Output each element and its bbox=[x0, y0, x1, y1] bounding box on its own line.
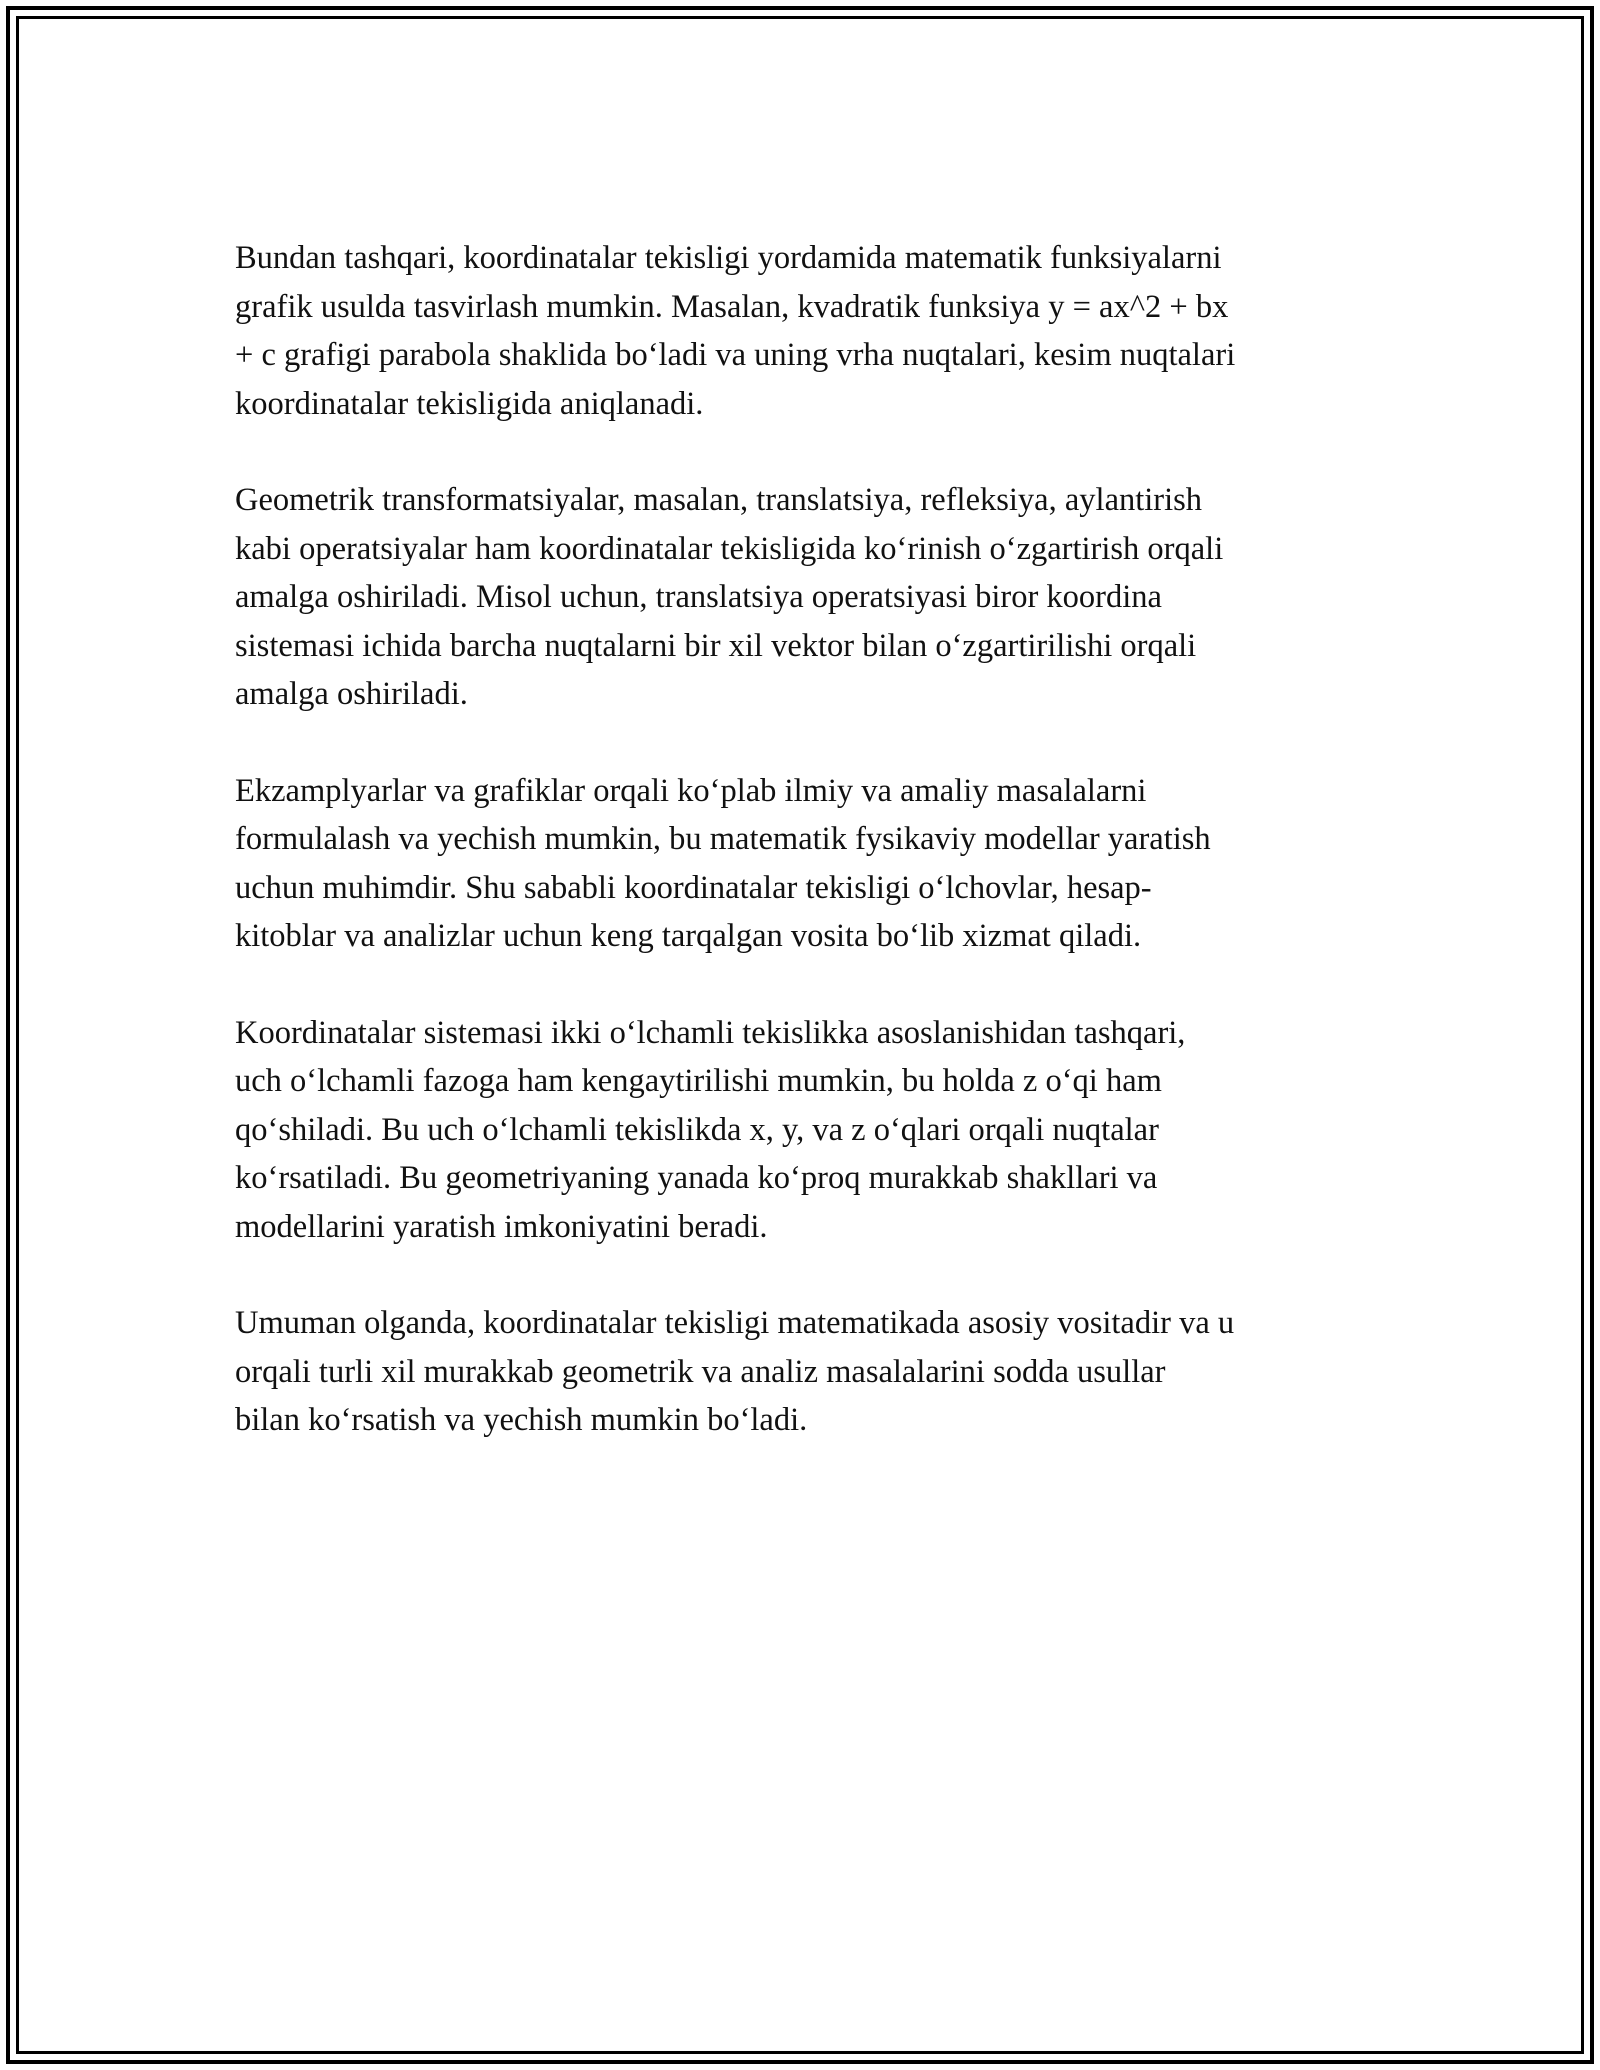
paragraph-1 bbox=[235, 234, 1370, 428]
text-line: koordinatalar tekisligida aniqlanadi. bbox=[235, 385, 704, 422]
paragraph-2 bbox=[235, 476, 1370, 719]
text-line: Ekzamplyarlar va grafiklar orqali ko‘plab ilmiy va amaliy masalalarni bbox=[235, 772, 1147, 809]
document-body bbox=[235, 234, 1370, 1493]
text-line: modellarini yaratish imkoniyatini beradi. bbox=[235, 1208, 768, 1245]
text-line: amalga oshiriladi. bbox=[235, 676, 468, 712]
text-line: Umuman olganda, koordinatalar tekisligi matematikada asosiy vositadir va u bbox=[235, 1305, 1235, 1341]
text-line: uch o‘lchamli fazoga ham kengaytirilishi mumkin, bu holda z o‘qi ham bbox=[235, 1063, 1162, 1099]
text-line: bilan ko‘rsatish va yechish mumkin bo‘ladi. bbox=[235, 1402, 808, 1438]
text-line: grafik usulda tasvirlash mumkin. Masalan, kvadratik funksiya y = ax^2 + bx bbox=[235, 288, 1229, 325]
text-line: qo‘shiladi. Bu uch o‘lchamli tekislikda x, y, va z o‘qlari orqali nuqtalar bbox=[235, 1111, 1159, 1148]
paragraph-5 bbox=[235, 1299, 1370, 1445]
text-line: ko‘rsatiladi. Bu geometriyaning yanada ko‘proq murakkab shakllari va bbox=[235, 1160, 1158, 1196]
text-line: uchun muhimdir. Shu sababli koordinatalar tekisligi o‘lchovlar, hesap- bbox=[235, 869, 1152, 906]
text-line: orqali turli xil murakkab geometrik va analiz masalalarini sodda usullar bbox=[235, 1353, 1166, 1390]
text-line: Koordinatalar sistemasi ikki o‘lchamli tekislikka asoslanishidan tashqari, bbox=[235, 1014, 1186, 1051]
text-line: formulalash va yechish mumkin, bu matematik fysikaviy modellar yaratish bbox=[235, 821, 1211, 857]
text-line: kabi operatsiyalar ham koordinatalar tekisligida ko‘rinish o‘zgartirish orqali bbox=[235, 530, 1224, 567]
text-line: amalga oshiriladi. Misol uchun, translatsiya operatsiyasi biror koordina bbox=[235, 579, 1162, 615]
text-line: Geometrik transformatsiyalar, masalan, translatsiya, refleksiya, aylantirish bbox=[235, 482, 1203, 518]
text-line: sistemasi ichida barcha nuqtalarni bir xil vektor bilan o‘zgartirilishi orqali bbox=[235, 627, 1197, 664]
paragraph-4 bbox=[235, 1009, 1370, 1252]
paragraph-3 bbox=[235, 767, 1370, 961]
text-line: kitoblar va analizlar uchun keng tarqalgan vosita bo‘lib xizmat qiladi. bbox=[235, 918, 1142, 954]
text-line: + c grafigi parabola shaklida bo‘ladi va uning vrha nuqtalari, kesim nuqtalari bbox=[235, 337, 1236, 373]
text-line: Bundan tashqari, koordinatalar tekisligi yordamida matematik funksiyalarni bbox=[235, 240, 1222, 276]
